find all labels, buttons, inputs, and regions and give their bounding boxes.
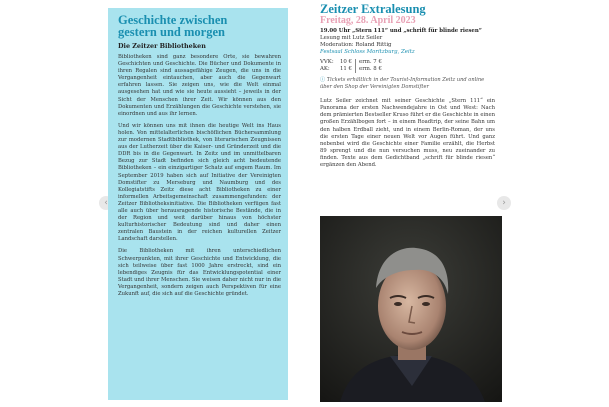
article-paragraph: Die Bibliotheken mit ihren unterschiedlichen Schwerpunkten, mit ihrer Geschichte und Entwicklung, die sich teilweise über fast 1000 Jahre erstreckt, sind ein lebendiges Zeugnis für das Entwicklungspotential einer Stadt und ihrer Menschen. Sie weisen daher nicht nur in die Vergangenheit, sondern zeigen auch Perspektiven für eine Zukunft auf, die sich auf die Geschichte gründet. [118,248,281,297]
event-heading: Zeitzer Extralesung [320,2,426,16]
event-description: Lutz Seiler zeichnet mit seiner Geschichte „Stern 111“ ein Panorama der ersten Nachwendejahre in Ost und West: Nach dem prämierten Bestseller Kruso führt er die Geschichte in einen großen Erzählbogen fort – in einem Roadtrip, der seine Bahn um den halben Erdball zieht, und in einem Berlin-Roman, der uns die ersten Tage einer neuen Welt vor Augen führt. Und ganz nebenbei wird die Geschichte einer Familie erzählt, die Herbst 89 sprengt und die nun versuchen muss, neu zueinander zu finden. Texte aus dem Gedichtband „schrift für blinde riesen“ ergänzen den Abend. [320,98,495,169]
author-photo [320,216,502,402]
author-portrait-image [320,216,502,402]
price-row-box-office [320,66,495,73]
tickets-note [320,77,495,90]
event-reading: Lesung mit Lutz Seiler [320,35,383,41]
price-label: VVK: [320,59,334,65]
article-subtitle: Die Zeitzer Bibliotheken [118,42,206,50]
event-title: 19.00 Uhr „Stern 111“ und „schrift für blinde riesen“ [320,28,482,34]
price-value: 11 € [338,66,356,73]
article-title [118,14,281,38]
article-paragraph: Und wir können uns mit ihnen die heutige Welt ins Haus holen. Von mittelalterlichen bischöflichen Büchersammlung zur modernen Stadtbibliothek, von literarischen Zeugnissen aus der Lutherzeit über die Kaiser- und Gründerzeit und die DDR bis in die Gegenwart. In Zeitz und im unmittelbaren Bezug zur Stadt befinden sich gleich acht bedeutende Bibliotheken – ein einzigartiger Schatz auf engem Raum. Im September 2019 haben sich auf Initiative der Vereinigten Domstifter zu Merseburg und Naumburg und des Kollegiatstifts Zeitz diese acht Bibliotheken zu einer informellen Arbeitsgemeinschaft zusammengefunden: der Zeitzer Bibliotheksinitiative. Die Bibliotheken verfügen fast alle auch über herausragende historische Bestände, die in der Region und weit darüber hinaus von höchster kulturhistorischer Bedeutung sind und daher einen zentralen Baustein in der reichen kulturellen Zeitzer Landschaft darstellen. [118,122,281,243]
article-paragraph: Bibliotheken sind ganz besondere Orte, sie bewahren Geschichten und Geschichte. Die Bücher und Dokumente in ihren Regalen sind aussagefähige Zeugen, die uns in die Vergangenheit eintauchen, aber auch die Gegenwart erfahren lassen. Sie zeigen uns, wie die Welt einmal ausgesehen hat und wie sie heute aussieht – jeweils in der Sicht der Menschen ihrer Zeit. Wir können aus den Dokumenten und Erzählungen die Geschichte verstehen, sie einordnen und aus ihr lernen. [118,54,281,117]
event-venue: Festsaal Schloss Moritzburg, Zeitz [320,49,415,55]
price-row-presale [320,59,495,66]
price-reduced: erm. 8 € [359,66,382,72]
chevron-right-icon: › [502,198,506,208]
event-date: Freitag, 28. April 2023 [320,15,416,26]
price-label: AK: [320,66,330,72]
price-value: 10 € [338,59,356,66]
tickets-note-text: Tickets erhältlich in der Tourist-Information Zeitz und online über den Shop der Vereinigten Domstifter [320,77,485,90]
info-icon: ⓘ [320,77,326,83]
article-title-line2: gestern und morgen [118,25,225,39]
library-article [108,8,288,400]
article-title-line1: Geschichte zwischen [118,13,228,27]
event-moderation: Moderation: Roland Rittig [320,42,392,48]
price-reduced: erm. 7 € [359,59,382,65]
chevron-left-icon: ‹ [104,198,108,208]
next-page-button[interactable] [497,196,511,210]
